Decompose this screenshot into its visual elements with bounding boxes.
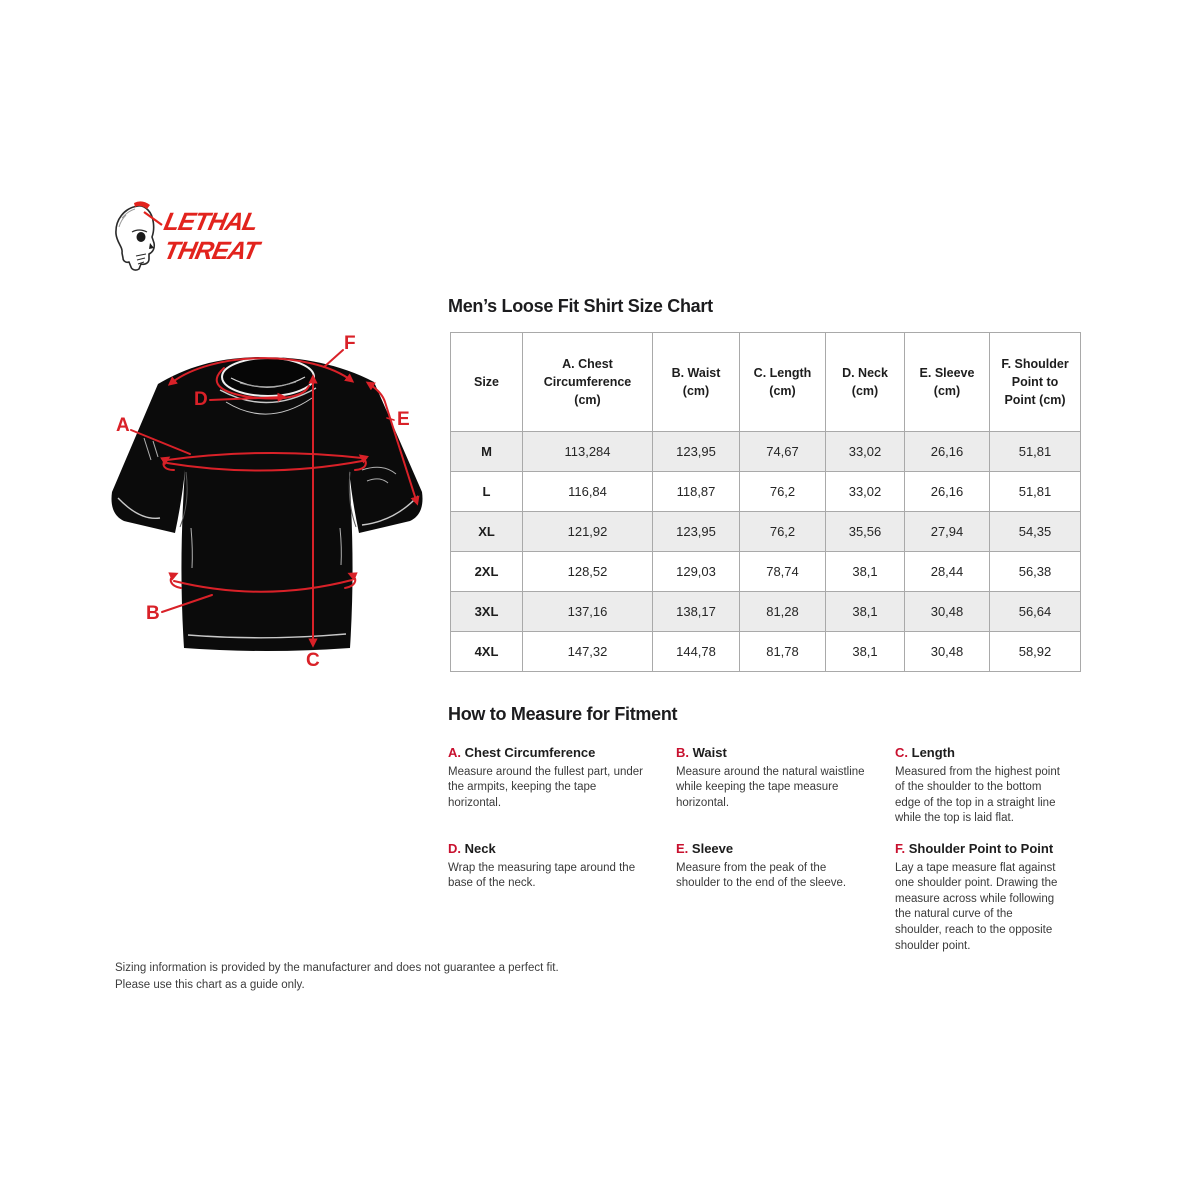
howto-text: Measure around the natural waistline while keeping the tape measure horizontal.	[676, 765, 865, 809]
value-cell: 76,2	[740, 512, 826, 552]
leader-f	[324, 350, 343, 367]
value-cell: 138,17	[653, 592, 740, 632]
value-cell: 33,02	[826, 472, 905, 512]
howto-letter: F.	[895, 841, 906, 856]
value-cell: 54,35	[990, 512, 1081, 552]
table-row-2xl	[451, 552, 1081, 592]
diagram-label-e: E	[397, 409, 410, 430]
howto-name: Neck	[464, 841, 496, 856]
howto-item-shoulder	[895, 841, 1085, 954]
howto-text: Lay a tape measure flat against one shoulder point. Drawing the measure across while following the natural curve of the shoulder, reach to the opposite shoulder point.	[895, 861, 1058, 952]
howto-text: Wrap the measuring tape around the base of the neck.	[448, 861, 636, 890]
value-cell: 74,67	[740, 432, 826, 472]
howto-letter: D.	[448, 841, 461, 856]
howto-text: Measured from the highest point of the shoulder to the bottom edge of the top in a straight line while the top is laid flat.	[895, 765, 1060, 825]
col-header-sleeve: E. Sleeve (cm)	[905, 333, 990, 432]
howto-letter: C.	[895, 745, 908, 760]
value-cell: 27,94	[905, 512, 990, 552]
howto-grid	[448, 745, 1088, 954]
value-cell: 35,56	[826, 512, 905, 552]
size-chart-table	[450, 332, 1081, 672]
logo-text-line2: THREAT	[161, 237, 261, 265]
disclaimer-line2: Please use this chart as a guide only.	[115, 978, 305, 991]
tshirt-measure-diagram	[100, 320, 440, 680]
value-cell: 51,81	[990, 472, 1081, 512]
value-cell: 123,95	[653, 512, 740, 552]
col-header-shoulder: F. Shoulder Point to Point (cm)	[990, 333, 1081, 432]
howto-name: Sleeve	[691, 841, 734, 856]
lethal-threat-logo	[108, 196, 273, 276]
value-cell: 121,92	[523, 512, 653, 552]
value-cell: 26,16	[905, 432, 990, 472]
value-cell: 38,1	[826, 592, 905, 632]
col-header-length: C. Length (cm)	[740, 333, 826, 432]
value-cell: 118,87	[653, 472, 740, 512]
diagram-label-d: D	[194, 389, 208, 410]
header-row	[451, 333, 1081, 432]
value-cell: 30,48	[905, 592, 990, 632]
size-cell: L	[451, 472, 523, 512]
howto-name: Length	[911, 745, 955, 760]
howto-letter: A.	[448, 745, 461, 760]
value-cell: 58,92	[990, 632, 1081, 672]
value-cell: 78,74	[740, 552, 826, 592]
col-header-neck: D. Neck (cm)	[826, 333, 905, 432]
howto-item-sleeve	[676, 841, 895, 954]
value-cell: 137,16	[523, 592, 653, 632]
howto-name: Shoulder Point to Point	[908, 841, 1054, 856]
value-cell: 81,28	[740, 592, 826, 632]
howto-letter: B.	[676, 745, 689, 760]
value-cell: 30,48	[905, 632, 990, 672]
logo-text-line1: LETHAL	[161, 208, 260, 236]
value-cell: 116,84	[523, 472, 653, 512]
diagram-label-f: F	[344, 333, 356, 354]
table-row-3xl	[451, 592, 1081, 632]
value-cell: 113,284	[523, 432, 653, 472]
table-row-xl	[451, 512, 1081, 552]
value-cell: 56,64	[990, 592, 1081, 632]
value-cell: 129,03	[653, 552, 740, 592]
size-cell: 4XL	[451, 632, 523, 672]
howto-letter: E.	[676, 841, 689, 856]
value-cell: 38,1	[826, 552, 905, 592]
disclaimer-line1: Sizing information is provided by the manufacturer and does not guarantee a perfect fit.	[115, 962, 559, 974]
col-header-waist: B. Waist (cm)	[653, 333, 740, 432]
howto-name: Waist	[692, 745, 727, 760]
howto-item-chest	[448, 745, 676, 841]
value-cell: 33,02	[826, 432, 905, 472]
value-cell: 81,78	[740, 632, 826, 672]
value-cell: 28,44	[905, 552, 990, 592]
main-content	[448, 296, 1088, 954]
value-cell: 144,78	[653, 632, 740, 672]
howto-item-waist	[676, 745, 895, 841]
col-header-size: Size	[451, 333, 523, 432]
howto-item-length	[895, 745, 1085, 841]
size-cell: M	[451, 432, 523, 472]
diagram-label-c: C	[306, 650, 320, 671]
tshirt-collar	[222, 358, 314, 396]
disclaimer	[115, 960, 559, 993]
page-title: Men’s Loose Fit Shirt Size Chart	[448, 296, 713, 316]
diagram-label-b: B	[146, 603, 160, 624]
table-row-l	[451, 472, 1081, 512]
howto-title: How to Measure for Fitment	[448, 704, 678, 724]
value-cell: 123,95	[653, 432, 740, 472]
value-cell: 147,32	[523, 632, 653, 672]
howto-item-neck	[448, 841, 676, 954]
size-cell: 2XL	[451, 552, 523, 592]
size-cell: 3XL	[451, 592, 523, 632]
value-cell: 51,81	[990, 432, 1081, 472]
value-cell: 76,2	[740, 472, 826, 512]
value-cell: 38,1	[826, 632, 905, 672]
table-row-4xl	[451, 632, 1081, 672]
value-cell: 128,52	[523, 552, 653, 592]
value-cell: 26,16	[905, 472, 990, 512]
diagram-label-a: A	[116, 415, 130, 436]
size-cell: XL	[451, 512, 523, 552]
col-header-chest: A. Chest Circumference (cm)	[523, 333, 653, 432]
table-row-m	[451, 432, 1081, 472]
howto-name: Chest Circumference	[464, 745, 596, 760]
howto-text: Measure from the peak of the shoulder to the end of the sleeve.	[676, 861, 847, 890]
value-cell: 56,38	[990, 552, 1081, 592]
howto-text: Measure around the fullest part, under the armpits, keeping the tape horizontal.	[448, 765, 643, 809]
